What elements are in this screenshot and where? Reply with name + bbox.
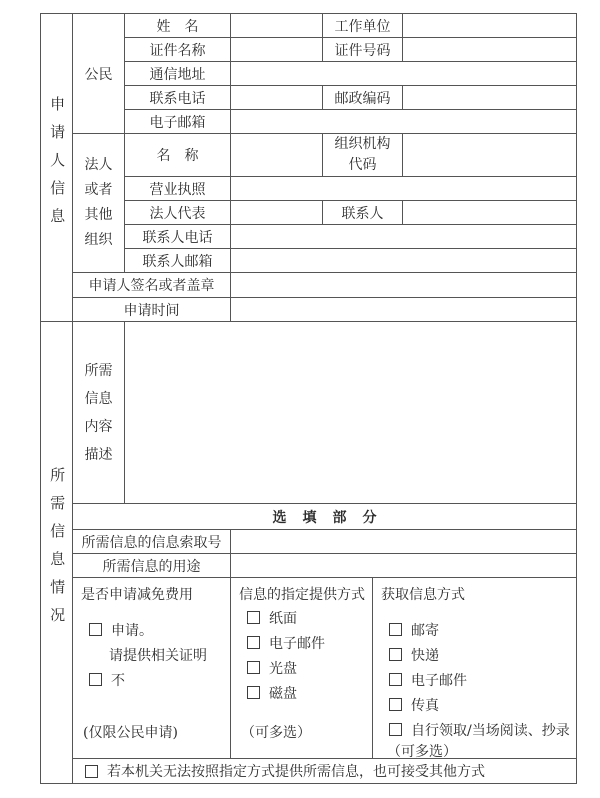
label-postcode: 邮政编码 — [323, 86, 403, 110]
fallback-note-cell — [73, 759, 577, 784]
label-phone: 联系电话 — [125, 86, 231, 110]
label-work-unit: 工作单位 — [323, 14, 403, 38]
purpose-value-cell[interactable] — [231, 554, 577, 578]
fallback-note-text: 若本机关无法按照指定方式提供所需信息，也可接受其他方式 — [107, 764, 485, 780]
delivery-cd-checkbox[interactable] — [247, 661, 260, 674]
section-label-required-info — [41, 322, 73, 784]
fee-apply-label: 申请。 — [111, 622, 153, 639]
signature-value-cell[interactable] — [231, 273, 577, 298]
label-index-number: 所需信息的信息索取号 — [73, 530, 231, 554]
delivery-footnote: （可多选） — [241, 725, 311, 741]
label-id-name: 证件名称 — [125, 38, 231, 62]
label-info-description: 所需信息内容描述 — [73, 322, 125, 504]
label-org-name: 名 称 — [125, 134, 231, 177]
label-org-code: 组织机构代码 — [323, 134, 403, 177]
group-label-organization: 法人或者其他组织 — [73, 134, 125, 273]
org-code-value-cell[interactable] — [403, 134, 577, 177]
obtain-footnote: （可多选） — [387, 744, 457, 759]
label-legal-rep: 法人代表 — [125, 201, 231, 225]
obtain-option-self-pickup[interactable]: 自行领取/当场阅读、抄录 — [379, 717, 572, 742]
label-license: 营业执照 — [125, 177, 231, 201]
id-number-value-cell[interactable] — [403, 38, 577, 62]
obtain-option-fax[interactable]: 传真 — [379, 692, 572, 717]
label-address: 通信地址 — [125, 62, 231, 86]
obtain-express-checkbox[interactable] — [389, 648, 402, 661]
postcode-value-cell[interactable] — [403, 86, 577, 110]
applicant-side-label: 申请人信息 — [48, 95, 67, 236]
optional-section-header: 选填部分 — [73, 504, 577, 530]
delivery-option-email[interactable]: 电子邮件 — [237, 630, 368, 655]
obtain-option-email[interactable]: 电子邮件 — [379, 667, 572, 692]
fallback-note-checkbox[interactable] — [85, 765, 98, 778]
delivery-option-cd[interactable]: 光盘 — [237, 655, 368, 680]
delivery-paper-checkbox[interactable] — [247, 611, 260, 624]
license-value-cell[interactable] — [231, 177, 577, 201]
contact-email-value-cell[interactable] — [231, 249, 577, 273]
obtain-method-cell — [373, 578, 577, 759]
delivery-option-paper[interactable]: 纸面 — [237, 605, 368, 630]
label-purpose: 所需信息的用途 — [73, 554, 231, 578]
address-value-cell[interactable] — [231, 62, 577, 86]
apply-time-value-cell[interactable] — [231, 298, 577, 322]
label-id-number: 证件号码 — [323, 38, 403, 62]
legal-rep-value-cell[interactable] — [231, 201, 323, 225]
contact-phone-value-cell[interactable] — [231, 225, 577, 249]
delivery-email-checkbox[interactable] — [247, 636, 260, 649]
label-contact-phone: 联系人电话 — [125, 225, 231, 249]
fee-apply-option[interactable] — [79, 617, 226, 642]
delivery-method-cell — [231, 578, 373, 759]
email-value-cell[interactable] — [231, 110, 577, 134]
work-unit-value-cell[interactable] — [403, 14, 577, 38]
fee-no-label: 不 — [111, 672, 125, 689]
name-value-cell[interactable] — [231, 14, 323, 38]
label-email: 电子邮箱 — [125, 110, 231, 134]
obtain-title: 获取信息方式 — [381, 587, 465, 603]
fee-waiver-title: 是否申请减免费用 — [81, 587, 193, 603]
label-contact-email: 联系人邮箱 — [125, 249, 231, 273]
id-name-value-cell[interactable] — [231, 38, 323, 62]
fee-no-option[interactable] — [79, 667, 226, 692]
delivery-option-disk[interactable]: 磁盘 — [237, 680, 368, 705]
delivery-title: 信息的指定提供方式 — [239, 587, 365, 603]
application-form-table — [40, 13, 577, 784]
obtain-self-pickup-checkbox[interactable] — [389, 723, 402, 736]
org-name-value-cell[interactable] — [231, 134, 323, 177]
contact-value-cell[interactable] — [403, 201, 577, 225]
label-signature: 申请人签名或者盖章 — [73, 273, 231, 298]
fee-no-checkbox[interactable] — [89, 673, 102, 686]
obtain-mail-checkbox[interactable] — [389, 623, 402, 636]
delivery-disk-checkbox[interactable] — [247, 686, 260, 699]
group-label-citizen: 公民 — [73, 14, 125, 134]
obtain-fax-checkbox[interactable] — [389, 698, 402, 711]
fee-footnote: (仅限公民申请) — [83, 725, 178, 741]
fee-waiver-cell — [73, 578, 231, 759]
phone-value-cell[interactable] — [231, 86, 323, 110]
index-number-value-cell[interactable] — [231, 530, 577, 554]
obtain-option-express[interactable]: 快递 — [379, 642, 572, 667]
info-description-value-cell[interactable] — [125, 322, 577, 504]
fee-apply-checkbox[interactable] — [89, 623, 102, 636]
required-side-label: 所需信息情况 — [48, 466, 67, 635]
label-name: 姓 名 — [125, 14, 231, 38]
obtain-option-mail[interactable]: 邮寄 — [379, 617, 572, 642]
obtain-email-checkbox[interactable] — [389, 673, 402, 686]
label-apply-time: 申请时间 — [73, 298, 231, 322]
label-contact: 联系人 — [323, 201, 403, 225]
section-label-applicant-info — [41, 14, 73, 322]
fee-proof-note: 请提供相关证明 — [109, 647, 207, 664]
